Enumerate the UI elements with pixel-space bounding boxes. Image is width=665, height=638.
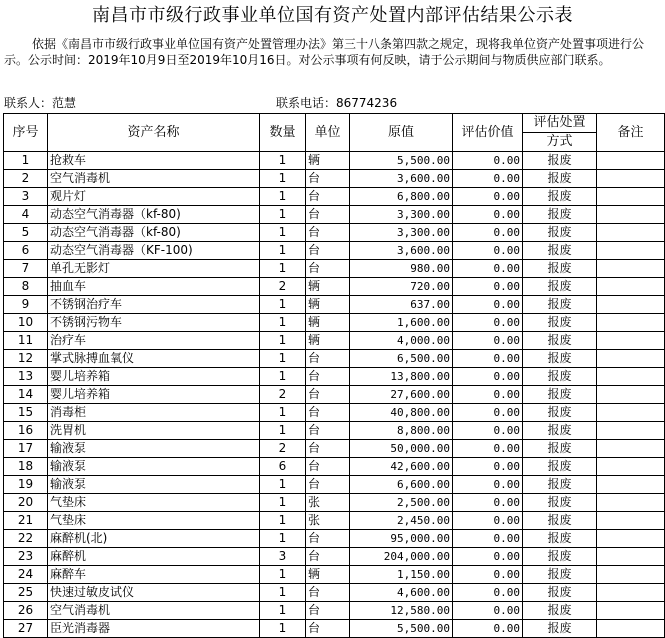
cell-quantity[interactable]: 1 bbox=[260, 170, 306, 188]
cell-disposal-method[interactable]: 报废 bbox=[523, 188, 597, 206]
table-row bbox=[4, 548, 665, 566]
cell-no[interactable]: 2 bbox=[4, 170, 48, 188]
cell-asset-name[interactable]: 气垫床 bbox=[48, 512, 260, 530]
cell-assessed-value[interactable]: 0.00 bbox=[453, 512, 523, 530]
cell-unit[interactable]: 张 bbox=[306, 494, 350, 512]
cell-no[interactable]: 21 bbox=[4, 512, 48, 530]
asset-table bbox=[3, 113, 665, 638]
cell-no[interactable]: 14 bbox=[4, 386, 48, 404]
cell-original-value[interactable]: 4,000.00 bbox=[350, 332, 453, 350]
cell-note[interactable] bbox=[597, 242, 665, 260]
cell-quantity[interactable]: 1 bbox=[260, 512, 306, 530]
cell-quantity[interactable]: 1 bbox=[260, 476, 306, 494]
table-row bbox=[4, 188, 665, 206]
cell-original-value[interactable]: 13,800.00 bbox=[350, 368, 453, 386]
cell-quantity[interactable]: 1 bbox=[260, 152, 306, 170]
cell-asset-name[interactable]: 气垫床 bbox=[48, 494, 260, 512]
cell-asset-name[interactable]: 婴儿培养箱 bbox=[48, 368, 260, 386]
cell-disposal-method[interactable]: 报废 bbox=[523, 206, 597, 224]
cell-asset-name[interactable]: 动态空气消毒器（KF-100) bbox=[48, 242, 260, 260]
table-row bbox=[4, 476, 665, 494]
cell-quantity[interactable]: 1 bbox=[260, 566, 306, 584]
notice-paragraph: 依据《南昌市市级行政事业单位国有资产处置管理办法》第三十八条第四款之规定，现将我单位资产处置事项进行公示。公示时间：2019年10月9日至2019年10月16日。对公示事项有何反映，请于公示期间与物质供应部门联系。 bbox=[4, 37, 645, 67]
cell-original-value[interactable]: 637.00 bbox=[350, 296, 453, 314]
cell-quantity[interactable]: 1 bbox=[260, 224, 306, 242]
cell-quantity[interactable]: 1 bbox=[260, 620, 306, 638]
header-no[interactable]: 序号 bbox=[4, 114, 48, 152]
cell-original-value[interactable]: 4,600.00 bbox=[350, 584, 453, 602]
cell-no[interactable]: 17 bbox=[4, 440, 48, 458]
cell-quantity[interactable]: 1 bbox=[260, 530, 306, 548]
table-row bbox=[4, 386, 665, 404]
cell-note[interactable] bbox=[597, 602, 665, 620]
cell-no[interactable]: 8 bbox=[4, 278, 48, 296]
cell-assessed-value[interactable]: 0.00 bbox=[453, 152, 523, 170]
cell-quantity[interactable]: 6 bbox=[260, 458, 306, 476]
cell-assessed-value[interactable]: 0.00 bbox=[453, 422, 523, 440]
cell-no[interactable]: 3 bbox=[4, 188, 48, 206]
cell-assessed-value[interactable]: 0.00 bbox=[453, 296, 523, 314]
cell-note[interactable] bbox=[597, 170, 665, 188]
cell-original-value[interactable]: 12,580.00 bbox=[350, 602, 453, 620]
cell-assessed-value[interactable]: 0.00 bbox=[453, 224, 523, 242]
cell-quantity[interactable]: 1 bbox=[260, 242, 306, 260]
cell-asset-name[interactable]: 不锈钢污物车 bbox=[48, 314, 260, 332]
cell-disposal-method[interactable]: 报废 bbox=[523, 386, 597, 404]
cell-unit[interactable]: 台 bbox=[306, 350, 350, 368]
cell-quantity[interactable]: 1 bbox=[260, 368, 306, 386]
cell-assessed-value[interactable]: 0.00 bbox=[453, 332, 523, 350]
cell-original-value[interactable]: 2,500.00 bbox=[350, 494, 453, 512]
cell-unit[interactable]: 台 bbox=[306, 224, 350, 242]
cell-quantity[interactable]: 1 bbox=[260, 188, 306, 206]
cell-assessed-value[interactable]: 0.00 bbox=[453, 584, 523, 602]
cell-original-value[interactable]: 204,000.00 bbox=[350, 548, 453, 566]
table-row bbox=[4, 278, 665, 296]
cell-disposal-method[interactable]: 报废 bbox=[523, 458, 597, 476]
cell-disposal-method[interactable]: 报废 bbox=[523, 404, 597, 422]
cell-unit[interactable]: 台 bbox=[306, 386, 350, 404]
table-row bbox=[4, 170, 665, 188]
table-row bbox=[4, 242, 665, 260]
cell-disposal-method[interactable]: 报废 bbox=[523, 584, 597, 602]
header-name[interactable]: 资产名称 bbox=[48, 114, 260, 152]
cell-original-value[interactable]: 50,000.00 bbox=[350, 440, 453, 458]
cell-disposal-method[interactable]: 报废 bbox=[523, 170, 597, 188]
cell-no[interactable]: 10 bbox=[4, 314, 48, 332]
cell-asset-name[interactable]: 空气消毒机 bbox=[48, 602, 260, 620]
cell-unit[interactable]: 台 bbox=[306, 476, 350, 494]
contact-person: 联系人：范慧 bbox=[4, 96, 77, 110]
cell-assessed-value[interactable]: 0.00 bbox=[453, 476, 523, 494]
header-method-bottom[interactable]: 方式 bbox=[523, 133, 597, 152]
cell-original-value[interactable]: 6,800.00 bbox=[350, 188, 453, 206]
cell-quantity[interactable]: 1 bbox=[260, 584, 306, 602]
cell-original-value[interactable]: 720.00 bbox=[350, 278, 453, 296]
cell-no[interactable]: 19 bbox=[4, 476, 48, 494]
cell-no[interactable]: 15 bbox=[4, 404, 48, 422]
header-assessed[interactable]: 评估价值 bbox=[453, 114, 523, 152]
cell-note[interactable] bbox=[597, 476, 665, 494]
cell-unit[interactable]: 台 bbox=[306, 422, 350, 440]
table-row bbox=[4, 566, 665, 584]
table-row bbox=[4, 512, 665, 530]
cell-unit[interactable]: 台 bbox=[306, 242, 350, 260]
cell-disposal-method[interactable]: 报废 bbox=[523, 494, 597, 512]
cell-note[interactable] bbox=[597, 206, 665, 224]
cell-asset-name[interactable]: 洗胃机 bbox=[48, 422, 260, 440]
cell-unit[interactable]: 台 bbox=[306, 188, 350, 206]
cell-original-value[interactable]: 3,600.00 bbox=[350, 170, 453, 188]
cell-quantity[interactable]: 1 bbox=[260, 314, 306, 332]
cell-assessed-value[interactable]: 0.00 bbox=[453, 566, 523, 584]
table-row bbox=[4, 368, 665, 386]
cell-note[interactable] bbox=[597, 494, 665, 512]
cell-unit[interactable]: 台 bbox=[306, 620, 350, 638]
header-row-1 bbox=[4, 114, 665, 133]
cell-note[interactable] bbox=[597, 278, 665, 296]
table-row bbox=[4, 530, 665, 548]
cell-note[interactable] bbox=[597, 332, 665, 350]
cell-note[interactable] bbox=[597, 530, 665, 548]
cell-disposal-method[interactable]: 报废 bbox=[523, 260, 597, 278]
cell-disposal-method[interactable]: 报废 bbox=[523, 152, 597, 170]
cell-unit[interactable]: 台 bbox=[306, 458, 350, 476]
contact-phone: 联系电话：86774236 bbox=[276, 96, 398, 110]
cell-unit[interactable]: 辆 bbox=[306, 152, 350, 170]
cell-asset-name[interactable]: 抢救车 bbox=[48, 152, 260, 170]
cell-disposal-method[interactable]: 报废 bbox=[523, 566, 597, 584]
cell-disposal-method[interactable]: 报废 bbox=[523, 278, 597, 296]
cell-unit[interactable]: 台 bbox=[306, 440, 350, 458]
cell-assessed-value[interactable]: 0.00 bbox=[453, 530, 523, 548]
cell-disposal-method[interactable]: 报废 bbox=[523, 422, 597, 440]
cell-quantity[interactable]: 1 bbox=[260, 332, 306, 350]
cell-unit[interactable]: 辆 bbox=[306, 278, 350, 296]
header-unit[interactable]: 单位 bbox=[306, 114, 350, 152]
cell-original-value[interactable]: 5,500.00 bbox=[350, 152, 453, 170]
cell-disposal-method[interactable]: 报废 bbox=[523, 296, 597, 314]
header-method-top[interactable]: 评估处置 bbox=[523, 114, 597, 133]
cell-original-value[interactable]: 3,600.00 bbox=[350, 242, 453, 260]
table-row bbox=[4, 260, 665, 278]
cell-original-value[interactable]: 3,300.00 bbox=[350, 206, 453, 224]
cell-unit[interactable]: 台 bbox=[306, 260, 350, 278]
cell-asset-name[interactable]: 麻醉机(北) bbox=[48, 530, 260, 548]
cell-asset-name[interactable]: 掌式脉搏血氧仪 bbox=[48, 350, 260, 368]
cell-no[interactable]: 24 bbox=[4, 566, 48, 584]
cell-note[interactable] bbox=[597, 548, 665, 566]
cell-no[interactable]: 27 bbox=[4, 620, 48, 638]
cell-asset-name[interactable]: 治疗车 bbox=[48, 332, 260, 350]
table-row bbox=[4, 206, 665, 224]
cell-no[interactable]: 25 bbox=[4, 584, 48, 602]
cell-no[interactable]: 20 bbox=[4, 494, 48, 512]
cell-original-value[interactable]: 2,450.00 bbox=[350, 512, 453, 530]
cell-disposal-method[interactable]: 报废 bbox=[523, 224, 597, 242]
cell-unit[interactable]: 辆 bbox=[306, 566, 350, 584]
table-row bbox=[4, 350, 665, 368]
cell-unit[interactable]: 台 bbox=[306, 584, 350, 602]
header-original[interactable]: 原值 bbox=[350, 114, 453, 152]
cell-disposal-method[interactable]: 报废 bbox=[523, 332, 597, 350]
cell-asset-name[interactable]: 动态空气消毒器（kf-80) bbox=[48, 224, 260, 242]
cell-note[interactable] bbox=[597, 314, 665, 332]
table-row bbox=[4, 152, 665, 170]
cell-unit[interactable]: 辆 bbox=[306, 296, 350, 314]
cell-assessed-value[interactable]: 0.00 bbox=[453, 404, 523, 422]
header-qty[interactable]: 数量 bbox=[260, 114, 306, 152]
cell-note[interactable] bbox=[597, 152, 665, 170]
cell-unit[interactable]: 辆 bbox=[306, 332, 350, 350]
cell-no[interactable]: 11 bbox=[4, 332, 48, 350]
cell-assessed-value[interactable]: 0.00 bbox=[453, 170, 523, 188]
cell-no[interactable]: 4 bbox=[4, 206, 48, 224]
cell-unit[interactable]: 台 bbox=[306, 404, 350, 422]
cell-disposal-method[interactable]: 报废 bbox=[523, 368, 597, 386]
cell-unit[interactable]: 台 bbox=[306, 170, 350, 188]
cell-original-value[interactable]: 40,800.00 bbox=[350, 404, 453, 422]
cell-asset-name[interactable]: 麻醉机 bbox=[48, 548, 260, 566]
cell-assessed-value[interactable]: 0.00 bbox=[453, 278, 523, 296]
cell-quantity[interactable]: 1 bbox=[260, 260, 306, 278]
cell-original-value[interactable]: 95,000.00 bbox=[350, 530, 453, 548]
cell-assessed-value[interactable]: 0.00 bbox=[453, 314, 523, 332]
cell-original-value[interactable]: 42,600.00 bbox=[350, 458, 453, 476]
cell-assessed-value[interactable]: 0.00 bbox=[453, 206, 523, 224]
cell-asset-name[interactable]: 快速过敏皮试仪 bbox=[48, 584, 260, 602]
cell-assessed-value[interactable]: 0.00 bbox=[453, 494, 523, 512]
cell-no[interactable]: 6 bbox=[4, 242, 48, 260]
cell-asset-name[interactable]: 单孔无影灯 bbox=[48, 260, 260, 278]
cell-note[interactable] bbox=[597, 368, 665, 386]
cell-asset-name[interactable]: 臣光消毒器 bbox=[48, 620, 260, 638]
cell-quantity[interactable]: 1 bbox=[260, 350, 306, 368]
cell-disposal-method[interactable]: 报废 bbox=[523, 620, 597, 638]
cell-note[interactable] bbox=[597, 188, 665, 206]
cell-quantity[interactable]: 2 bbox=[260, 386, 306, 404]
cell-disposal-method[interactable]: 报废 bbox=[523, 476, 597, 494]
table-row bbox=[4, 602, 665, 620]
table-row bbox=[4, 296, 665, 314]
cell-no[interactable]: 13 bbox=[4, 368, 48, 386]
cell-disposal-method[interactable]: 报废 bbox=[523, 512, 597, 530]
cell-original-value[interactable]: 6,600.00 bbox=[350, 476, 453, 494]
cell-no[interactable]: 7 bbox=[4, 260, 48, 278]
cell-asset-name[interactable]: 输液泵 bbox=[48, 458, 260, 476]
cell-quantity[interactable]: 1 bbox=[260, 206, 306, 224]
cell-note[interactable] bbox=[597, 224, 665, 242]
cell-note[interactable] bbox=[597, 404, 665, 422]
cell-assessed-value[interactable]: 0.00 bbox=[453, 242, 523, 260]
cell-assessed-value[interactable]: 0.00 bbox=[453, 440, 523, 458]
cell-unit[interactable]: 台 bbox=[306, 206, 350, 224]
cell-note[interactable] bbox=[597, 458, 665, 476]
table-row bbox=[4, 332, 665, 350]
cell-no[interactable]: 1 bbox=[4, 152, 48, 170]
cell-asset-name[interactable]: 观片灯 bbox=[48, 188, 260, 206]
cell-no[interactable]: 9 bbox=[4, 296, 48, 314]
cell-quantity[interactable]: 2 bbox=[260, 278, 306, 296]
cell-unit[interactable]: 台 bbox=[306, 602, 350, 620]
cell-note[interactable] bbox=[597, 566, 665, 584]
cell-no[interactable]: 23 bbox=[4, 548, 48, 566]
cell-original-value[interactable]: 8,800.00 bbox=[350, 422, 453, 440]
cell-assessed-value[interactable]: 0.00 bbox=[453, 368, 523, 386]
cell-unit[interactable]: 张 bbox=[306, 512, 350, 530]
cell-no[interactable]: 12 bbox=[4, 350, 48, 368]
cell-quantity[interactable]: 1 bbox=[260, 422, 306, 440]
cell-quantity[interactable]: 1 bbox=[260, 296, 306, 314]
cell-note[interactable] bbox=[597, 260, 665, 278]
cell-assessed-value[interactable]: 0.00 bbox=[453, 260, 523, 278]
cell-asset-name[interactable]: 输液泵 bbox=[48, 476, 260, 494]
cell-unit[interactable]: 台 bbox=[306, 530, 350, 548]
table-row bbox=[4, 458, 665, 476]
cell-disposal-method[interactable]: 报废 bbox=[523, 314, 597, 332]
cell-note[interactable] bbox=[597, 512, 665, 530]
cell-note[interactable] bbox=[597, 350, 665, 368]
cell-note[interactable] bbox=[597, 584, 665, 602]
table-body bbox=[4, 152, 665, 638]
cell-disposal-method[interactable]: 报废 bbox=[523, 440, 597, 458]
cell-assessed-value[interactable]: 0.00 bbox=[453, 548, 523, 566]
table-row bbox=[4, 404, 665, 422]
table-row bbox=[4, 584, 665, 602]
table-row bbox=[4, 440, 665, 458]
table-row bbox=[4, 314, 665, 332]
cell-asset-name[interactable]: 空气消毒机 bbox=[48, 170, 260, 188]
cell-assessed-value[interactable]: 0.00 bbox=[453, 350, 523, 368]
cell-disposal-method[interactable]: 报废 bbox=[523, 350, 597, 368]
cell-no[interactable]: 18 bbox=[4, 458, 48, 476]
cell-disposal-method[interactable]: 报废 bbox=[523, 530, 597, 548]
cell-original-value[interactable]: 6,500.00 bbox=[350, 350, 453, 368]
cell-quantity[interactable]: 1 bbox=[260, 494, 306, 512]
table-row bbox=[4, 494, 665, 512]
cell-assessed-value[interactable]: 0.00 bbox=[453, 620, 523, 638]
cell-assessed-value[interactable]: 0.00 bbox=[453, 602, 523, 620]
table-row bbox=[4, 422, 665, 440]
cell-asset-name[interactable]: 输液泵 bbox=[48, 440, 260, 458]
cell-note[interactable] bbox=[597, 296, 665, 314]
cell-no[interactable]: 5 bbox=[4, 224, 48, 242]
cell-asset-name[interactable]: 不锈钢治疗车 bbox=[48, 296, 260, 314]
cell-asset-name[interactable]: 婴儿培养箱 bbox=[48, 386, 260, 404]
cell-disposal-method[interactable]: 报废 bbox=[523, 548, 597, 566]
cell-unit[interactable]: 台 bbox=[306, 368, 350, 386]
cell-asset-name[interactable]: 抽血车 bbox=[48, 278, 260, 296]
header-note[interactable]: 备注 bbox=[597, 114, 665, 152]
cell-assessed-value[interactable]: 0.00 bbox=[453, 188, 523, 206]
cell-assessed-value[interactable]: 0.00 bbox=[453, 386, 523, 404]
cell-asset-name[interactable]: 动态空气消毒器（kf-80) bbox=[48, 206, 260, 224]
cell-asset-name[interactable]: 麻醉车 bbox=[48, 566, 260, 584]
cell-disposal-method[interactable]: 报废 bbox=[523, 602, 597, 620]
cell-original-value[interactable]: 5,500.00 bbox=[350, 620, 453, 638]
contact-line bbox=[4, 95, 660, 111]
cell-quantity[interactable]: 2 bbox=[260, 440, 306, 458]
page-title: 南昌市市级行政事业单位国有资产处置内部评估结果公示表 bbox=[92, 5, 573, 26]
cell-quantity[interactable]: 3 bbox=[260, 548, 306, 566]
cell-original-value[interactable]: 27,600.00 bbox=[350, 386, 453, 404]
cell-original-value[interactable]: 1,150.00 bbox=[350, 566, 453, 584]
cell-quantity[interactable]: 1 bbox=[260, 602, 306, 620]
cell-unit[interactable]: 台 bbox=[306, 548, 350, 566]
cell-note[interactable] bbox=[597, 386, 665, 404]
cell-note[interactable] bbox=[597, 440, 665, 458]
table-row bbox=[4, 620, 665, 638]
cell-asset-name[interactable]: 消毒柜 bbox=[48, 404, 260, 422]
cell-assessed-value[interactable]: 0.00 bbox=[453, 458, 523, 476]
cell-no[interactable]: 22 bbox=[4, 530, 48, 548]
cell-original-value[interactable]: 3,300.00 bbox=[350, 224, 453, 242]
table-row bbox=[4, 224, 665, 242]
cell-unit[interactable]: 辆 bbox=[306, 314, 350, 332]
cell-note[interactable] bbox=[597, 422, 665, 440]
cell-note[interactable] bbox=[597, 620, 665, 638]
cell-no[interactable]: 26 bbox=[4, 602, 48, 620]
cell-original-value[interactable]: 1,600.00 bbox=[350, 314, 453, 332]
cell-disposal-method[interactable]: 报废 bbox=[523, 242, 597, 260]
cell-original-value[interactable]: 980.00 bbox=[350, 260, 453, 278]
cell-quantity[interactable]: 1 bbox=[260, 404, 306, 422]
cell-no[interactable]: 16 bbox=[4, 422, 48, 440]
